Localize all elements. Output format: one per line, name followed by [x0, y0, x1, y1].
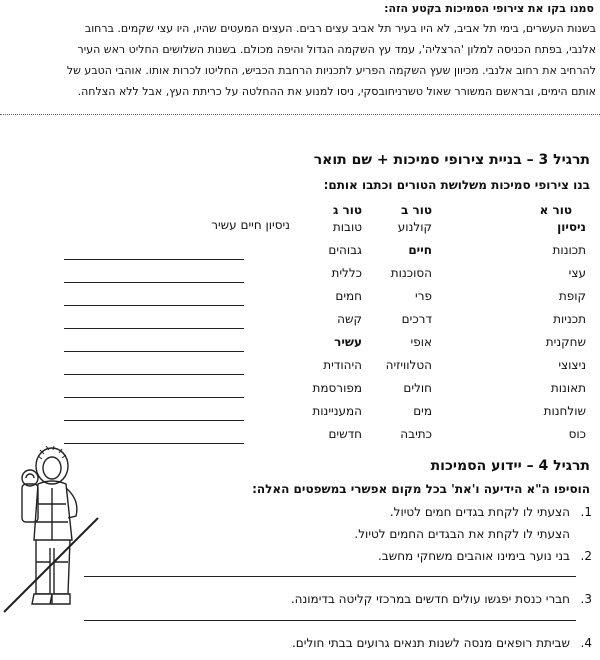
- paragraph-line: להרחיב את רחוב אלנבי. מכיוון שעץ השקמה הפריע לתכניות הרחבת הכביש, החליטו לכרות אותו. אוהבי הטבע של: [66, 64, 596, 77]
- exercise4-instruction: הוסיפו ה"א הידיעה ו'את' בכל מקום אפשרי במשפטים האלה:: [252, 482, 590, 496]
- dotted-divider: [0, 114, 600, 115]
- answer-line[interactable]: [64, 259, 244, 260]
- item-sentence: שביתת רופאים מנסה לשנות תנאים גרועים בבתי חולים.: [291, 636, 570, 650]
- answer-line[interactable]: [64, 351, 244, 352]
- column-c-word: חדשים: [328, 427, 362, 441]
- column-c-header: טור ג: [332, 203, 362, 217]
- parka-body: [34, 481, 72, 540]
- paragraph-line: אלנבי, בפתח הכניסה למלון 'הרצליה', עמד עץ השקמה הגדול והיפה מכולם. בשנות השלושים החליט ראש העיר: [77, 43, 596, 56]
- item-sentence: חברי כנסת יפגשו עולים חדשים במרכזי קליטה בדימונה.: [290, 592, 570, 606]
- column-b-word: פרי: [415, 289, 432, 303]
- column-a-word: קופת: [558, 289, 586, 303]
- writing-line[interactable]: [84, 620, 576, 621]
- item-number: 2.: [580, 549, 592, 563]
- exercise3-title: תרגיל 3 – בניית צירופי סמיכות + שם תואר: [313, 152, 590, 168]
- column-c-word: עשיר: [334, 335, 362, 349]
- column-b-header: טור ב: [401, 203, 432, 217]
- column-a-word: ניסיון: [557, 220, 586, 234]
- explorer-illustration: [2, 444, 102, 614]
- column-b-word: כתיבה: [400, 427, 432, 441]
- item-number: 1.: [580, 505, 592, 519]
- column-a-word: תאונות: [550, 381, 586, 395]
- column-b-word: דרכים: [401, 312, 432, 326]
- column-b-word: מים: [413, 404, 432, 418]
- column-b-word: הסוכנות: [390, 266, 432, 280]
- column-a-word: שולחנות: [543, 404, 586, 418]
- column-c-word: חמים: [335, 289, 362, 303]
- column-a-word: עצי: [568, 266, 586, 280]
- item-sentence: בני נוער בימינו אוהבים משחקי מחשב.: [377, 549, 570, 563]
- column-a-header: טור א: [539, 203, 572, 217]
- answer-line[interactable]: [64, 374, 244, 375]
- column-c-word: קשה: [337, 312, 362, 326]
- column-b-word: חיים: [408, 243, 432, 257]
- answer-line[interactable]: [64, 282, 244, 283]
- answer-line[interactable]: [64, 305, 244, 306]
- column-c-word: טובות: [332, 220, 362, 234]
- column-a-word: ניצוצי: [558, 358, 586, 372]
- column-a-word: כוס: [568, 427, 586, 441]
- top-instruction: סמנו בקו את צירופי הסמיכות בקטע הזה:: [384, 2, 594, 15]
- exercise3-instruction: בנו צירופי סמיכות משלושת הטורים וכתבו אותם:: [323, 178, 590, 192]
- column-a-word: שחקנית: [545, 335, 586, 349]
- item-number: 4.: [580, 636, 592, 650]
- column-c-word: היהודית: [323, 358, 362, 372]
- paragraph-line: אותם הימים, ובראשם המשורר שאול טשרניחובסקי, ניסו למנוע את ההחלטה על כריתת העץ, אבל ללא הצלחה.: [77, 85, 596, 98]
- answer-line[interactable]: [64, 420, 244, 421]
- column-c-word: גבוהים: [328, 243, 362, 257]
- answer-line[interactable]: [64, 397, 244, 398]
- paragraph: [4, 18, 596, 102]
- column-c-word: כללית: [331, 266, 362, 280]
- exercise4-title: תרגיל 4 – יידוע הסמיכות: [430, 458, 590, 474]
- column-b-word: קולנוע: [397, 220, 432, 234]
- column-b-word: הטלוויזיה: [385, 358, 432, 372]
- column-a-word: תכונות: [552, 243, 586, 257]
- example-answer: ניסיון חיים עשיר: [211, 218, 290, 232]
- paragraph-line: בשנות העשרים, בימי תל אביב, לא היו בעיר תל אביב עצים רבים. העצים המעטים שהיו, היו עצי שקמים. ברחוב: [84, 22, 596, 35]
- writing-line[interactable]: [84, 576, 576, 577]
- column-b-word: אופי: [410, 335, 432, 349]
- column-c-word: המעניינות: [312, 404, 362, 418]
- column-a-word: תכניות: [553, 312, 586, 326]
- item-number: 3.: [580, 592, 592, 606]
- item-sentence: הצעתי לו לקחת בגדים חמים לטיול.: [389, 505, 570, 519]
- column-c-word: מפורסמת: [312, 381, 362, 395]
- column-b-word: חולים: [403, 381, 432, 395]
- item-example: הצעתי לו לקחת את הבגדים החמים לטיול.: [354, 527, 570, 541]
- answer-line[interactable]: [64, 328, 244, 329]
